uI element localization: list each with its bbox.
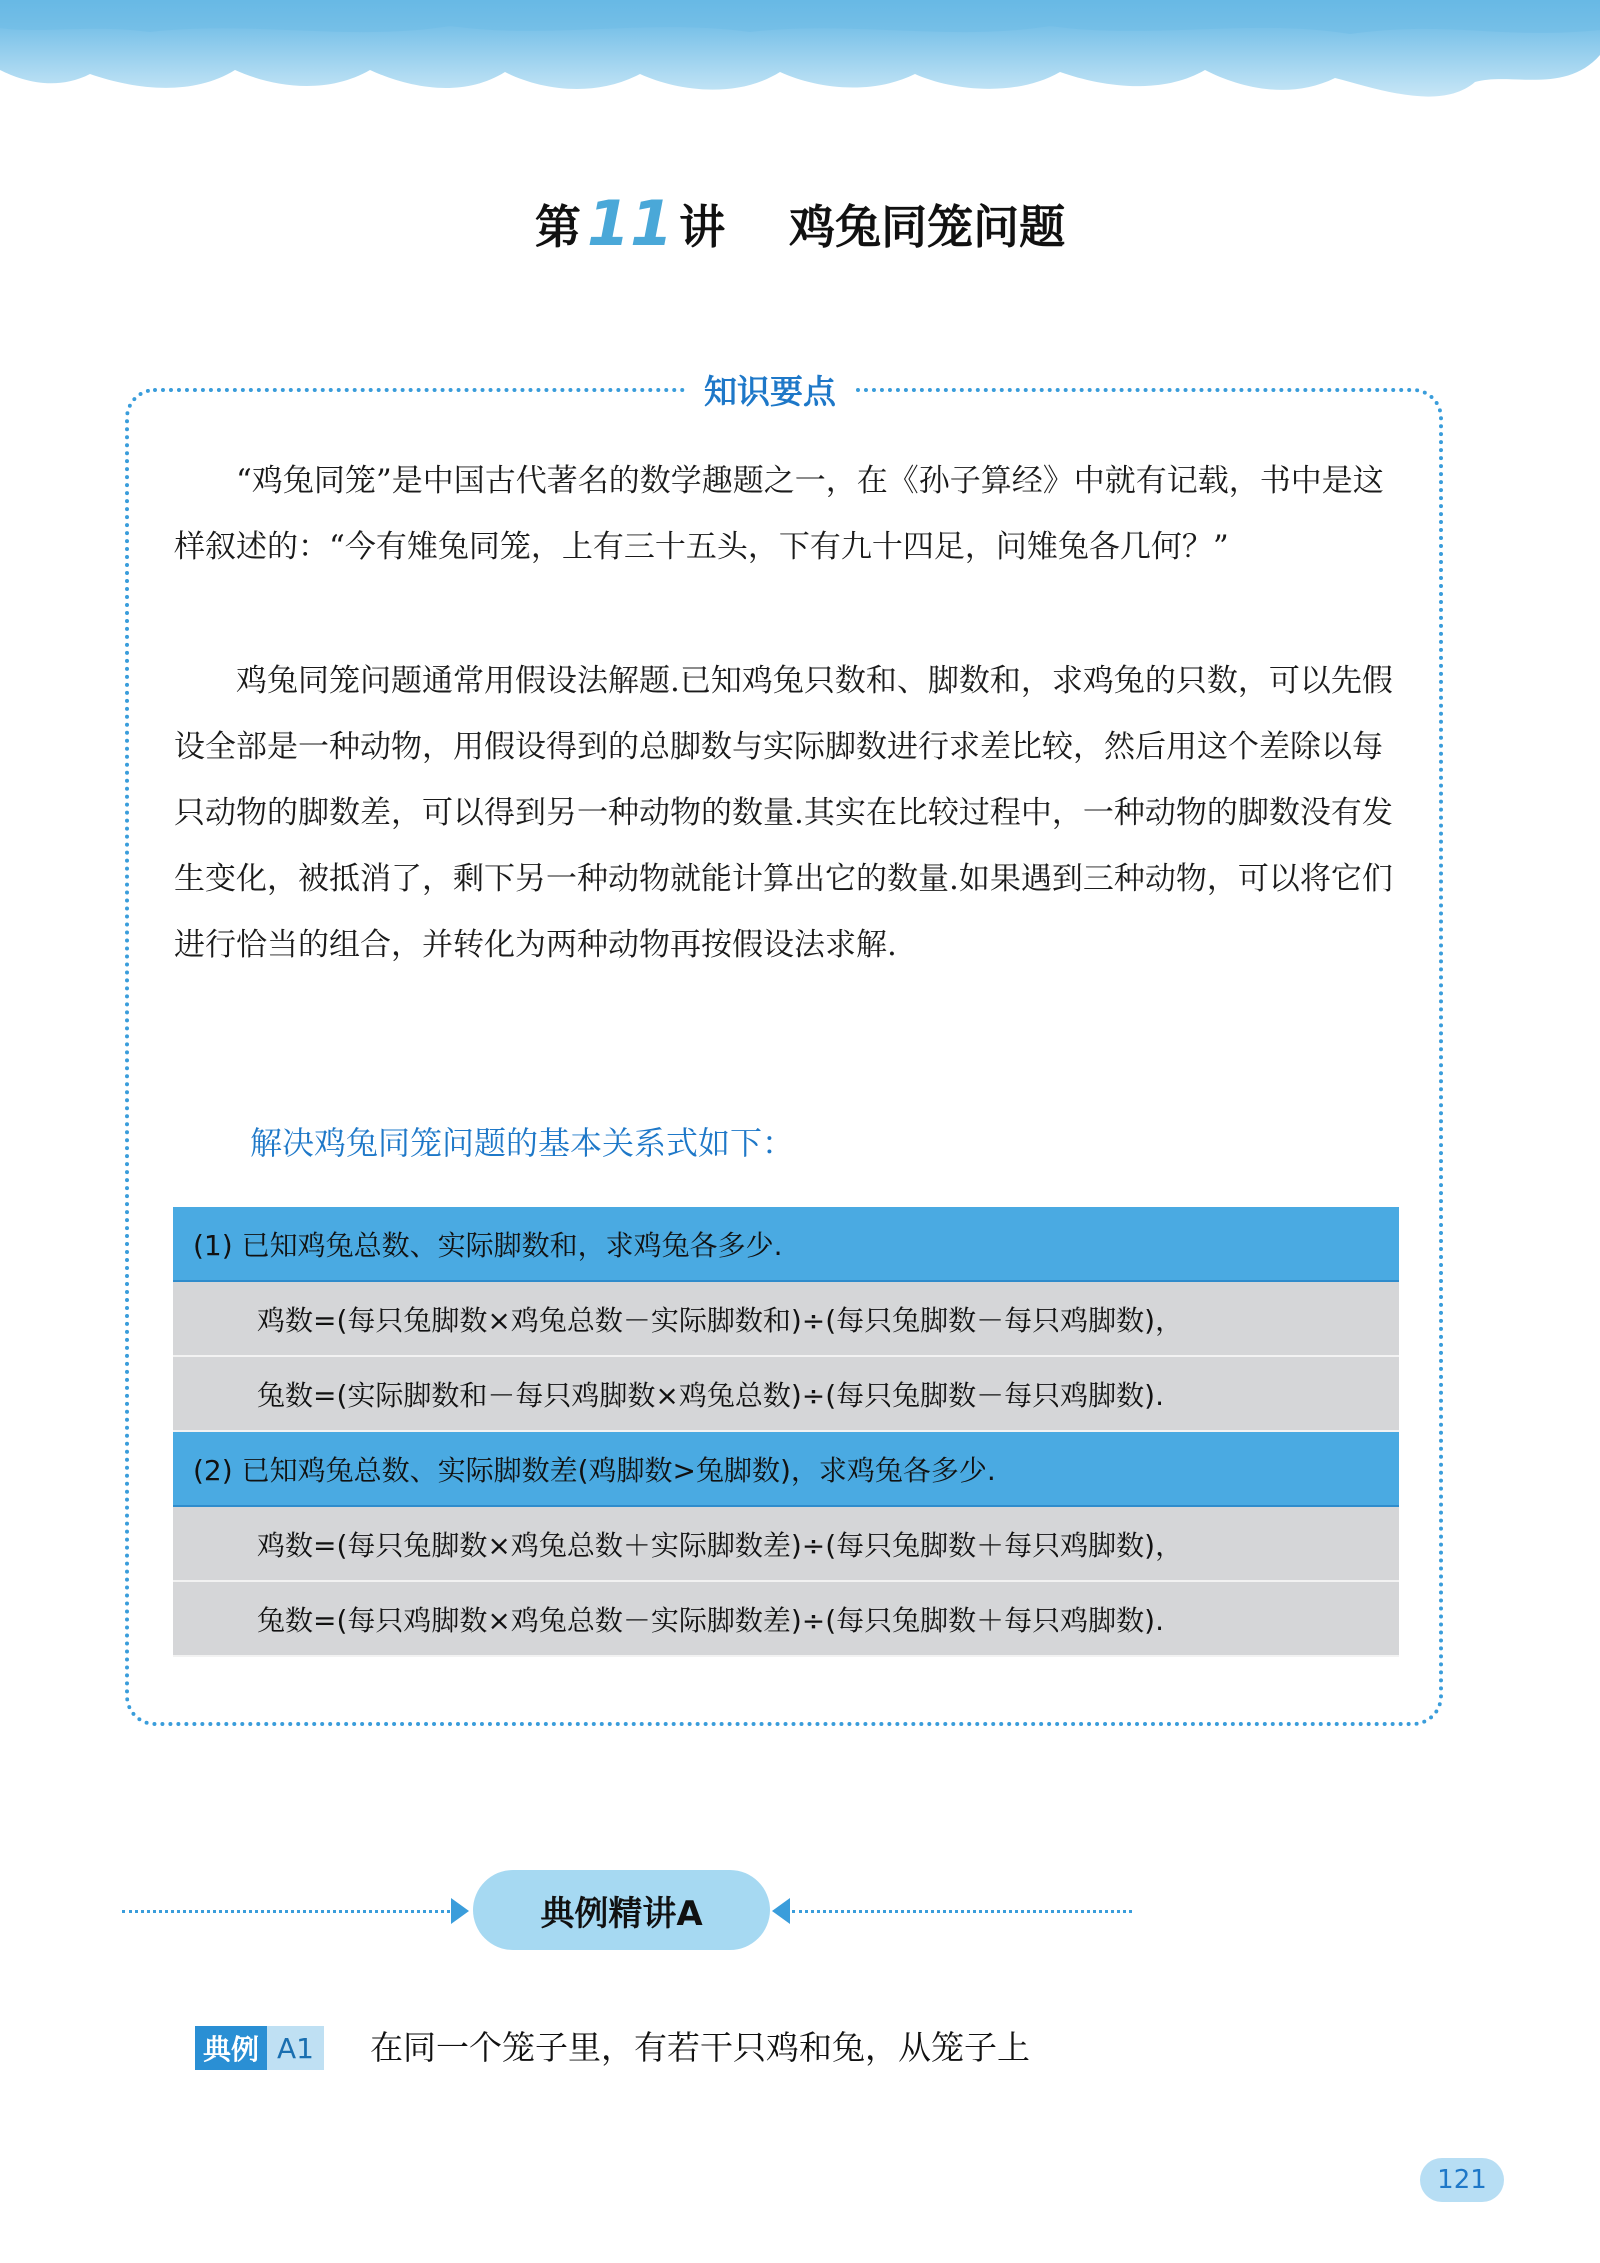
case-1-chicken-formula: 鸡数=(每只兔脚数×鸡兔总数－实际脚数和)÷(每只兔脚数－每只鸡脚数)， bbox=[173, 1282, 1399, 1357]
case-1-header: (1) 已知鸡兔总数、实际脚数和，求鸡兔各多少. bbox=[173, 1207, 1399, 1282]
example-tag bbox=[195, 2026, 324, 2070]
triangle-right-icon bbox=[451, 1898, 469, 1924]
relation-intro: 解决鸡兔同笼问题的基本关系式如下： bbox=[250, 1124, 795, 1162]
cloud-header-band bbox=[0, 0, 1600, 130]
example-tag-id: A1 bbox=[267, 2026, 324, 2070]
knowledge-paragraph-1: “鸡兔同笼”是中国古代著名的数学趣题之一，在《孙子算经》中就有记载，书中是这样叙述的：“今有雉兔同笼，上有三十五头，下有九十四足，问雉兔各几何？” bbox=[174, 463, 1384, 565]
example-tag-label: 典例 bbox=[195, 2026, 267, 2070]
title-suffix: 讲 bbox=[679, 200, 726, 254]
case-2-header: (2) 已知鸡兔总数、实际脚数差(鸡脚数>兔脚数)，求鸡兔各多少. bbox=[173, 1432, 1399, 1507]
title-prefix: 第 bbox=[534, 200, 581, 254]
case-1-rabbit-formula: 兔数=(实际脚数和－每只鸡脚数×鸡兔总数)÷(每只兔脚数－每只鸡脚数). bbox=[173, 1357, 1399, 1432]
banner-divider-left bbox=[122, 1910, 450, 1913]
knowledge-paragraph-2: 鸡兔同笼问题通常用假设法解题.已知鸡兔只数和、脚数和，求鸡兔的只数，可以先假设全部是一种动物，用假设得到的总脚数与实际脚数进行求差比较，然后用这个差除以每只动物的脚数差，可以得到另一种动物的数量.其实在比较过程中，一种动物的脚数没有发生变化，被抵消了，剩下另一种动物就能计算出它的数量.如果遇到三种动物，可以将它们进行恰当的组合，并转化为两种动物再按假设法求解. bbox=[174, 663, 1393, 963]
page-number: 121 bbox=[1420, 2158, 1504, 2202]
triangle-left-icon bbox=[772, 1898, 790, 1924]
lesson-topic: 鸡兔同笼问题 bbox=[789, 200, 1066, 254]
lesson-number: 11 bbox=[586, 187, 674, 260]
banner-divider-right bbox=[792, 1910, 1132, 1913]
lesson-title bbox=[0, 185, 1600, 258]
case-2-chicken-formula: 鸡数=(每只兔脚数×鸡兔总数＋实际脚数差)÷(每只兔脚数＋每只鸡脚数)， bbox=[173, 1507, 1399, 1582]
case-2-rabbit-formula: 兔数=(每只鸡脚数×鸡兔总数－实际脚数差)÷(每只兔脚数＋每只鸡脚数). bbox=[173, 1582, 1399, 1657]
formula-table bbox=[173, 1207, 1399, 1657]
knowledge-box-label: 知识要点 bbox=[688, 366, 852, 413]
section-banner: 典例精讲A bbox=[473, 1870, 770, 1950]
example-text: 在同一个笼子里，有若干只鸡和兔，从笼子上 bbox=[370, 2028, 1030, 2067]
